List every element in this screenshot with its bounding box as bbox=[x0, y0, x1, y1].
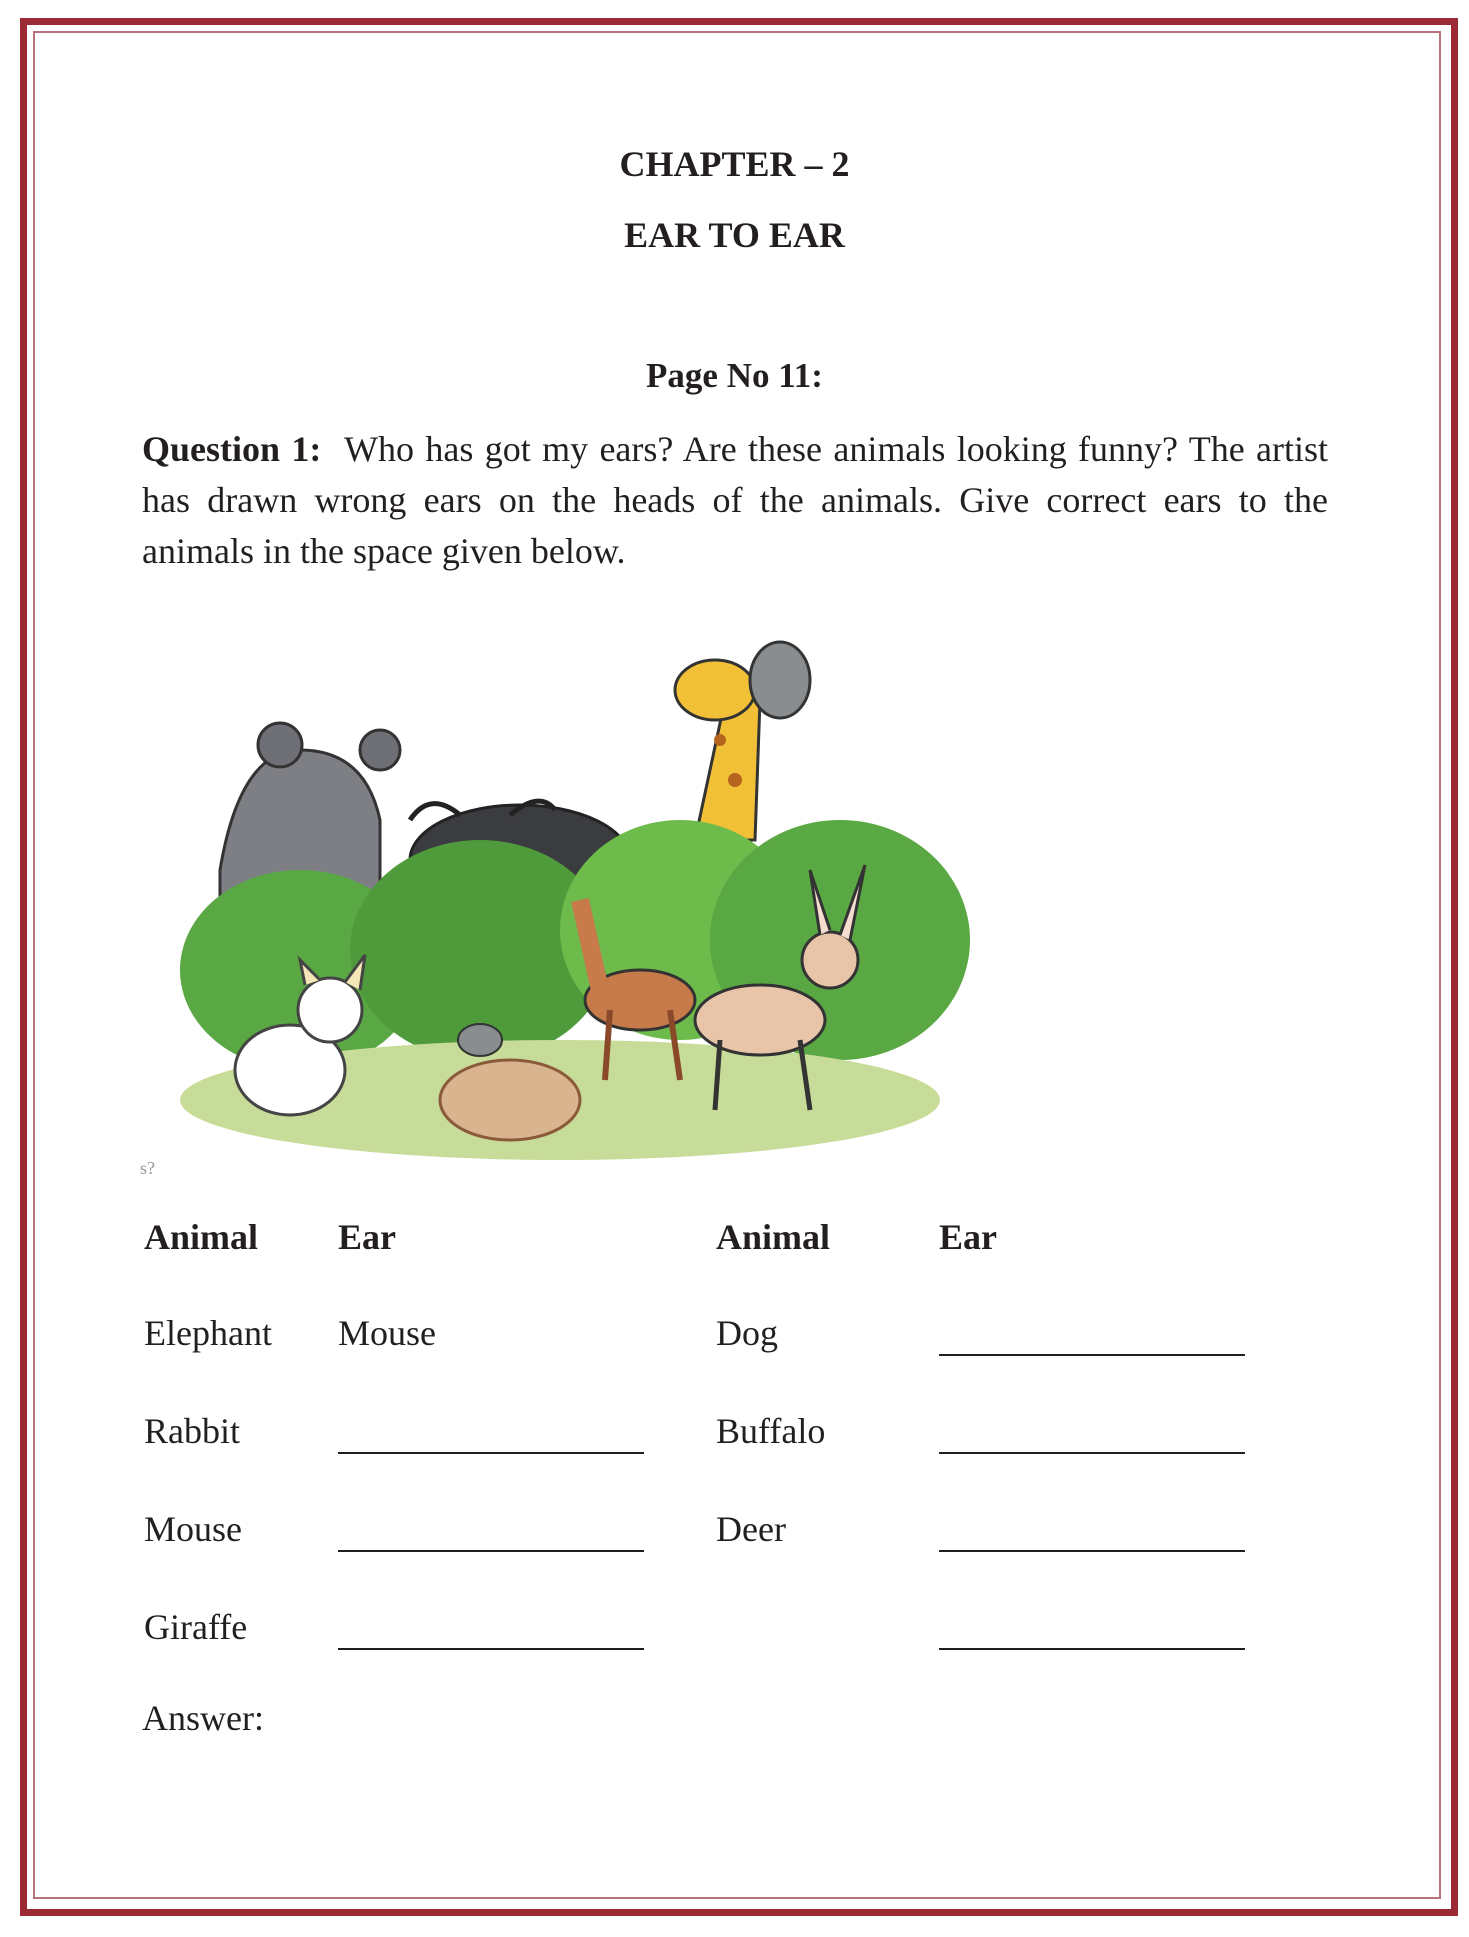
header-ear-left: Ear bbox=[338, 1217, 396, 1257]
left-ear: Mouse bbox=[338, 1313, 436, 1353]
header-ear-right: Ear bbox=[939, 1217, 997, 1257]
ear-blank-line[interactable] bbox=[939, 1648, 1245, 1650]
chapter-title: EAR TO EAR bbox=[624, 215, 845, 255]
answer-label: Answer: bbox=[142, 1698, 264, 1738]
left-animal: Elephant bbox=[144, 1313, 272, 1353]
right-animal: Dog bbox=[716, 1313, 778, 1353]
ear-blank-line[interactable] bbox=[939, 1452, 1245, 1454]
ear-blank-line[interactable] bbox=[338, 1648, 644, 1650]
left-animal: Giraffe bbox=[144, 1607, 248, 1647]
left-animal: Mouse bbox=[144, 1509, 242, 1549]
header-animal-right: Animal bbox=[716, 1217, 831, 1257]
chapter-number: CHAPTER – 2 bbox=[619, 144, 850, 184]
right-animal: Deer bbox=[716, 1509, 786, 1549]
ear-blank-line[interactable] bbox=[338, 1452, 644, 1454]
right-animal: Buffalo bbox=[716, 1411, 826, 1451]
question-1 bbox=[142, 424, 1328, 577]
ear-blank-line[interactable] bbox=[338, 1550, 644, 1552]
mouse-figure bbox=[458, 1024, 502, 1056]
header-animal-left: Animal bbox=[144, 1217, 259, 1257]
question-label: Question 1: bbox=[142, 429, 322, 469]
left-animal: Rabbit bbox=[144, 1411, 240, 1451]
ear-blank-line[interactable] bbox=[939, 1354, 1245, 1356]
animals-illustration bbox=[180, 640, 980, 1170]
page-reference: Page No 11: bbox=[646, 356, 823, 395]
ear-blank-line[interactable] bbox=[939, 1550, 1245, 1552]
question-text: Who has got my ears? Are these animals looking funny? The artist has drawn wrong ears on the heads of the animals. Give correct ears to the animals in the space given below. bbox=[142, 429, 1329, 571]
giraffe-figure bbox=[675, 642, 810, 840]
image-mark: s? bbox=[140, 1158, 155, 1178]
